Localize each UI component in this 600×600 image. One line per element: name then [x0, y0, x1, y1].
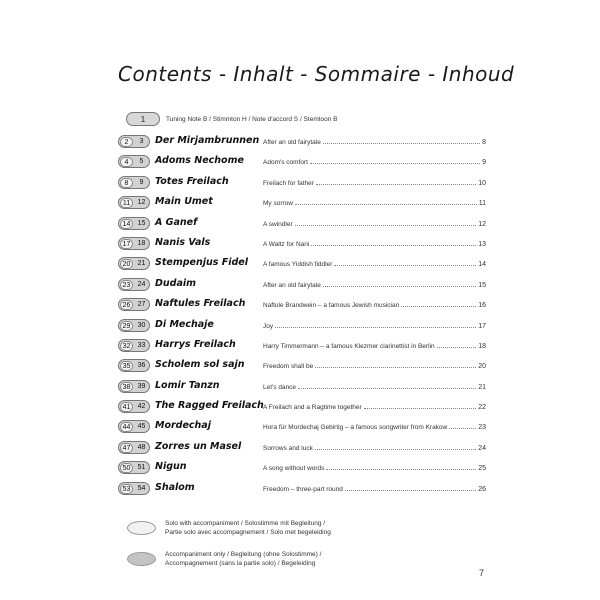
track-solo-number: 41	[120, 402, 133, 412]
description-line	[263, 382, 486, 391]
song-description: My sorrow	[263, 200, 293, 208]
track-solo-number: 17	[120, 239, 133, 249]
song-description: A swindler	[263, 220, 293, 228]
song-title: Mordechaj	[155, 420, 211, 432]
track-badge	[118, 278, 150, 291]
toc-entry	[118, 336, 490, 356]
description-line	[263, 463, 486, 472]
legend-solo-line2: Partie solo avec accompagnement / Solo met begeleiding	[165, 529, 331, 536]
song-title: Totes Freilach	[155, 175, 229, 187]
description-line	[263, 341, 486, 350]
track-accompaniment-number: 24	[137, 280, 146, 288]
track-solo-number: 32	[120, 341, 133, 351]
page-ref: 18	[478, 342, 486, 350]
song-title: Dudaim	[155, 277, 197, 289]
page-ref: 17	[478, 322, 486, 330]
song-title: Adoms Nechome	[155, 155, 244, 167]
track-solo-number: 4	[120, 157, 133, 167]
track-accompaniment-number: 39	[137, 382, 146, 390]
legend-solo	[127, 519, 427, 537]
track-solo-number: 38	[120, 382, 133, 392]
song-description: After an old fairytale	[263, 139, 321, 146]
light-ellipse-icon	[127, 521, 156, 535]
track-accompaniment-number: 9	[139, 178, 144, 186]
leader-dots	[275, 321, 476, 328]
description-line	[263, 300, 486, 309]
leader-dots	[323, 137, 480, 144]
page-ref: 26	[478, 485, 486, 493]
song-description: Freedom – three-part round	[263, 485, 343, 493]
legend-acc-line1: Accompaniment only / Begleitung (ohne Solostimme) /	[165, 551, 322, 558]
page-ref: 12	[478, 220, 486, 228]
track-accompaniment-number: 5	[139, 158, 144, 166]
leader-dots	[298, 382, 476, 389]
toc-entry	[118, 152, 490, 172]
song-description: Hora für Mordechaj Gebirtig – a famous songwriter from Krakow	[263, 424, 448, 432]
leader-dots	[315, 443, 476, 450]
dark-ellipse-icon	[127, 552, 156, 566]
track-badge	[118, 441, 150, 454]
description-line	[263, 239, 486, 248]
leader-dots	[323, 280, 476, 287]
toc-entry	[118, 479, 490, 499]
track-badge	[118, 482, 150, 495]
leader-dots	[295, 219, 477, 226]
leader-dots	[311, 239, 476, 246]
page-ref: 11	[478, 200, 486, 208]
table-of-contents	[118, 132, 490, 499]
song-title: Shalom	[155, 481, 195, 493]
page-ref: 14	[478, 261, 486, 269]
tuning-row	[126, 112, 338, 126]
toc-entry	[118, 397, 490, 417]
leader-dots	[326, 463, 476, 470]
description-line	[263, 484, 486, 493]
page-ref: 13	[478, 240, 486, 248]
page-ref: 20	[478, 363, 486, 371]
song-title: Scholem sol sajn	[155, 359, 245, 371]
song-description: Freedom shall be	[263, 363, 314, 371]
track-badge	[118, 217, 150, 230]
track-accompaniment-number: 3	[139, 138, 144, 145]
track-accompaniment-number: 18	[137, 239, 146, 247]
page-ref: 21	[478, 383, 486, 391]
song-description: After an old fairytale	[263, 281, 321, 289]
track-solo-number: 2	[120, 137, 133, 147]
track-solo-number: 29	[120, 321, 133, 331]
track-accompaniment-number: 36	[137, 362, 146, 370]
song-description: Let's dance	[263, 383, 297, 391]
toc-entry	[118, 377, 490, 397]
page-ref: 22	[478, 404, 486, 412]
track-accompaniment-number: 21	[137, 260, 146, 268]
track-badge	[118, 237, 150, 250]
track-solo-number: 26	[120, 300, 133, 310]
leader-dots	[437, 341, 477, 348]
track-badge	[118, 298, 150, 311]
tuning-text: Tuning Note B / Stimmton H / Note d'accord S / Stemtoon B	[166, 115, 338, 123]
page-ref: 23	[478, 424, 486, 432]
track-accompaniment-number: 15	[137, 219, 146, 227]
track-badge	[118, 380, 150, 393]
legend-accompaniment	[127, 550, 427, 568]
song-title: Lomir Tanzn	[155, 379, 220, 391]
page-ref: 15	[478, 281, 486, 289]
leader-dots	[449, 422, 476, 429]
track-solo-number: 20	[120, 259, 133, 269]
page-ref: 24	[478, 444, 486, 452]
song-description: A Freilach and a Ragtime together	[263, 404, 362, 412]
toc-entry	[118, 356, 490, 376]
page-ref: 10	[478, 179, 486, 187]
track-badge	[118, 176, 150, 189]
legend-solo-line1: Solo with accompaniment / Solostimme mit Begleitung /	[165, 520, 326, 527]
description-line	[263, 443, 486, 452]
song-title: Zorres un Masel	[155, 440, 242, 452]
track-accompaniment-number: 51	[137, 464, 146, 472]
description-line	[263, 259, 486, 268]
track-badge	[118, 359, 150, 372]
leader-dots	[315, 361, 476, 368]
toc-entry	[118, 275, 490, 295]
page-ref: 9	[482, 159, 486, 167]
track-badge	[118, 155, 150, 168]
song-description: Harry Timmermann – a famous Klezmer clarinettist in Berlin	[263, 342, 435, 350]
leader-dots	[316, 178, 476, 185]
track-accompaniment-number: 27	[137, 301, 146, 309]
track-solo-number: 47	[120, 443, 133, 453]
song-title: Der Mirjambrunnen	[155, 135, 260, 146]
description-line	[263, 157, 486, 166]
song-title: The Ragged Freilach	[155, 400, 264, 412]
track-badge	[118, 400, 150, 413]
song-description: A famous Yiddish fiddler	[263, 261, 333, 269]
description-line	[263, 321, 486, 330]
toc-entry	[118, 316, 490, 336]
description-line	[263, 280, 486, 289]
track-badge	[118, 196, 150, 209]
track-solo-number: 50	[120, 463, 133, 473]
track-accompaniment-number: 33	[137, 341, 146, 349]
tuning-track-badge: 1	[126, 112, 160, 126]
track-accompaniment-number: 48	[137, 443, 146, 451]
track-badge	[118, 339, 150, 352]
track-accompaniment-number: 45	[137, 423, 146, 431]
song-description: Naftule Brandwein – a famous Jewish musician	[263, 302, 400, 310]
toc-entry	[118, 193, 490, 213]
description-line	[263, 137, 486, 146]
page-number: 7	[479, 568, 485, 578]
song-description: A song without words	[263, 465, 325, 473]
page-ref: 16	[478, 302, 486, 310]
track-badge	[118, 257, 150, 270]
description-line	[263, 361, 486, 370]
description-line	[263, 198, 486, 207]
page-ref: 25	[478, 465, 486, 473]
track-solo-number: 14	[120, 219, 133, 229]
track-solo-number: 35	[120, 361, 133, 371]
leader-dots	[345, 484, 476, 491]
song-title: Naftules Freilach	[155, 298, 246, 310]
track-solo-number: 44	[120, 422, 133, 432]
song-description: Sorrows and luck	[263, 444, 313, 452]
description-line	[263, 402, 486, 411]
description-line	[263, 219, 486, 228]
song-title: Nigun	[155, 461, 187, 473]
track-badge	[118, 420, 150, 433]
toc-entry	[118, 458, 490, 478]
track-solo-number: 53	[120, 484, 133, 494]
legend-acc-line2: Accompagnement (sans la partie solo) / Begeleiding	[165, 560, 316, 567]
song-description: Freilach for father	[263, 179, 314, 187]
track-solo-number: 11	[120, 198, 133, 208]
page-title: Contents - Inhalt - Sommaire - Inhoud	[118, 62, 515, 86]
song-title: A Ganef	[155, 216, 198, 228]
toc-entry	[118, 417, 490, 437]
song-title: Nanis Vals	[155, 236, 211, 248]
leader-dots	[364, 402, 477, 409]
track-accompaniment-number: 12	[137, 199, 146, 207]
song-description: Adom's comfort	[263, 159, 308, 167]
track-accompaniment-number: 42	[137, 403, 146, 411]
track-accompaniment-number: 30	[137, 321, 146, 329]
song-title: Di Mechaje	[155, 318, 214, 330]
song-title: Stempenjus Fidel	[155, 257, 248, 269]
track-badge	[118, 135, 150, 148]
description-line	[263, 422, 486, 431]
toc-entry	[118, 295, 490, 315]
toc-entry	[118, 173, 490, 193]
track-badge	[118, 461, 150, 474]
song-description: A Waltz for Nani	[263, 240, 310, 248]
leader-dots	[334, 259, 476, 266]
leader-dots	[310, 157, 480, 164]
toc-entry	[118, 214, 490, 234]
track-solo-number: 8	[120, 178, 133, 188]
track-accompaniment-number: 54	[137, 484, 146, 492]
toc-entry	[118, 234, 490, 254]
description-line	[263, 178, 486, 187]
leader-dots	[295, 198, 477, 205]
track-solo-number: 23	[120, 280, 133, 290]
toc-entry	[118, 254, 490, 274]
song-title: Harrys Freilach	[155, 338, 236, 350]
song-title: Main Umet	[155, 196, 213, 208]
leader-dots	[401, 300, 476, 307]
page-ref: 8	[482, 139, 486, 146]
toc-entry	[118, 438, 490, 458]
toc-entry	[118, 132, 490, 152]
track-badge	[118, 319, 150, 332]
song-description: Joy	[263, 322, 274, 330]
